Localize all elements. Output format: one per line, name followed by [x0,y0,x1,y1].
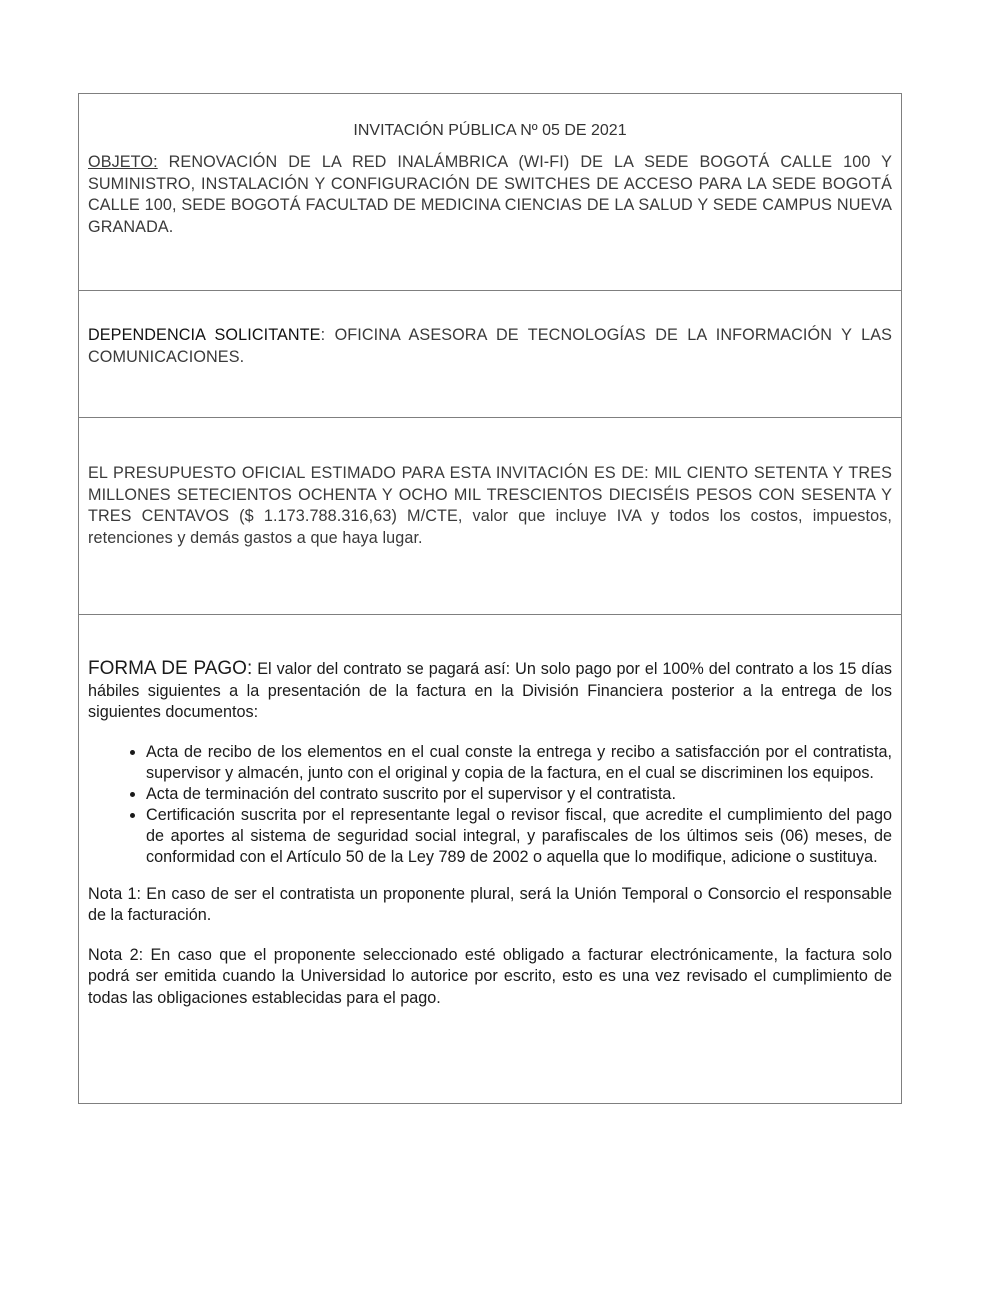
objeto-text: RENOVACIÓN DE LA RED INALÁMBRICA (WI-FI) DE LA SEDE BOGOTÁ CALLE 100 Y SUMINISTRO, INSTALACIÓN Y CONFIGURACIÓN DE SWITCHES DE ACCESO PARA LA SEDE BOGOTÁ CALLE 100, SEDE BOGOTÁ FACULTAD DE MEDICINA CIENCIAS DE LA SALUD Y SEDE CAMPUS NUEVA GRANADA. [88,153,892,236]
dependencia-cell [79,291,901,418]
pago-paragraph [88,658,892,724]
pago-text: El valor del contrato se pagará así: Un solo pago por el 100% del contrato a los 15 días hábiles siguientes a la presentación de la factura en la División Financiera posterior a la entrega de los siguientes documentos: [88,660,892,721]
documents-list [88,742,892,868]
objeto-label: OBJETO: [88,153,158,171]
presupuesto-paragraph: EL PRESUPUESTO OFICIAL ESTIMADO PARA ESTA INVITACIÓN ES DE: MIL CIENTO SETENTA Y TRES MILLONES SETECIENTOS OCHENTA Y OCHO MIL TRESCIENTOS DIECISÉIS PESOS CON SESENTA Y TRES CENTAVOS ($ 1.173.788.316,63) M/CTE, valor que incluye IVA y todos los costos, impuestos, retenciones y demás gastos a que haya lugar. [88,464,892,547]
list-item: • Acta de terminación del contrato suscrito por el supervisor y el contratista. [146,784,892,805]
dependencia-text: : OFICINA ASESORA DE TECNOLOGÍAS DE LA INFORMACIÓN Y LAS COMUNICACIONES. [88,326,892,366]
document-title: INVITACIÓN PÚBLICA Nº 05 DE 2021 [353,122,627,139]
nota-2: Nota 2: En caso que el proponente seleccionado esté obligado a facturar electrónicamente, la factura solo podrá ser emitida cuando la Universidad lo autorice por escrito, esto es una vez revisado el cumplimiento de todas las obligaciones establecidas para el pago. [88,945,892,1007]
objeto-paragraph [88,152,892,238]
list-item: • Acta de recibo de los elementos en el cual conste la entrega y recibo a satisfacción por el contratista, supervisor y almacén, junto con el original y copia de la factura, en el cual se discriminen los equipos. [146,742,892,784]
document-table [78,93,902,1104]
pago-cell [79,615,901,1103]
objeto-cell [79,94,901,291]
nota-1: Nota 1: En caso de ser el contratista un proponente plural, será la Unión Temporal o Consorcio el responsable de la facturación. [88,884,892,924]
pago-label: FORMA DE PAGO: [88,658,253,679]
dependencia-paragraph [88,325,892,368]
presupuesto-cell [79,418,901,615]
list-item: • Certificación suscrita por el representante legal o revisor fiscal, que acredite el cumplimiento del pago de aportes al sistema de seguridad social integral, y parafiscales de los últimos seis (06) meses, de conformidad con el Artículo 50 de la Ley 789 de 2002 o aquella que lo modifique, adicione o sustituya. [146,805,892,868]
spacer [88,927,892,945]
dependencia-label: DEPENDENCIA SOLICITANTE [88,326,321,344]
